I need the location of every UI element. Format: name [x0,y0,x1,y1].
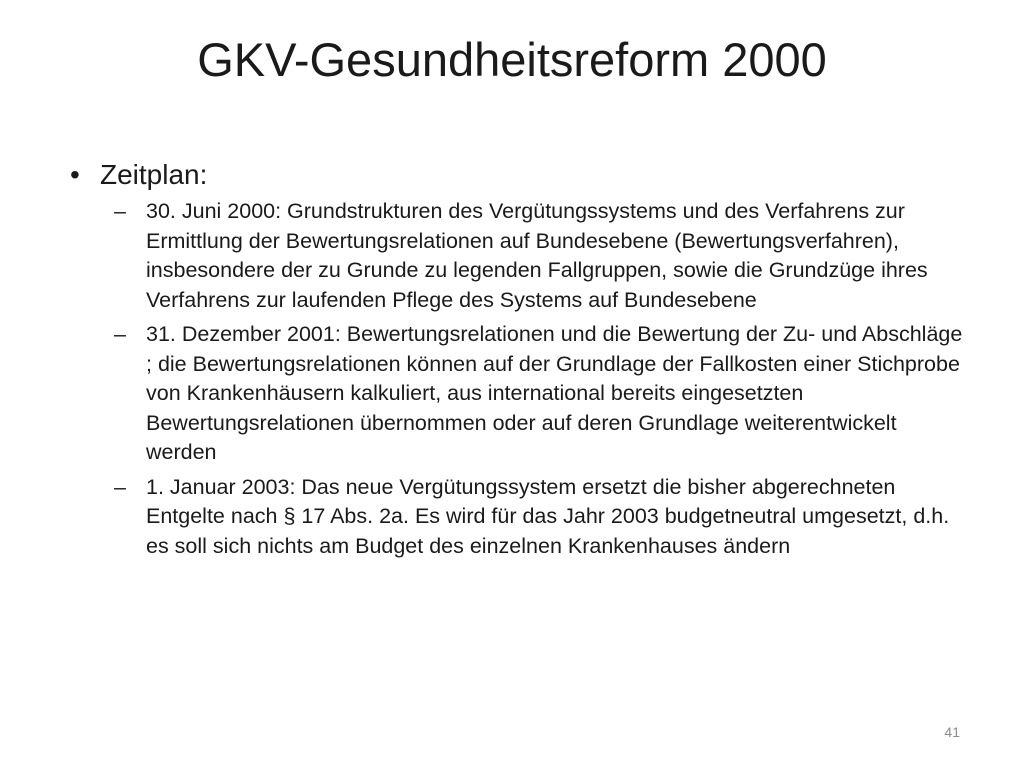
page-number: 41 [944,724,960,740]
bullet-zeitplan [70,157,970,193]
slide-content [70,157,970,566]
slide-title: GKV-Gesundheitsreform 2000 [197,33,827,86]
dash-marker: – [114,199,126,223]
timeline-item-text: 1. Januar 2003: Das neue Vergütungssystem ersetzt die bisher abgerechneten Entgelte nach § 17 Abs. 2a. Es wird für das Jahr 2003 budgetneutral umgesetzt, d.h. es soll sich nichts am Budget des einzelnen Krankenhauses ändern [146,474,950,558]
timeline-item-2003 [70,473,970,562]
bullet-label: Zeitplan: [100,159,208,190]
dash-marker: – [114,322,126,346]
timeline-item-text: 31. Dezember 2001: Bewertungsrelationen und die Bewertung der Zu- und Abschläge ; die Bewertungsrelationen können auf der Grundlage der Fallkosten einer Stichprobe von Krankenhäusern kalkuliert, aus international bereits eingesetzten Bewertungsrelationen übernommen oder auf deren Grundlage weiterentwickelt werden [146,322,963,464]
bullet-marker: • [70,159,80,190]
timeline-item-text: 30. Juni 2000: Grundstrukturen des Vergütungssystems und des Verfahrens zur Ermittlung der Bewertungsrelationen auf Bundesebene (Bewertungsverfahren), insbesondere der zu Grunde zu legenden Fallgruppen, sowie die Grundzüge ihres Verfahrens zur laufenden Pflege des Systems auf Bundesebene [146,199,928,312]
dash-marker: – [114,474,126,499]
timeline-list [70,197,970,561]
timeline-item-2000 [70,197,970,315]
timeline-item-2001 [70,320,970,468]
